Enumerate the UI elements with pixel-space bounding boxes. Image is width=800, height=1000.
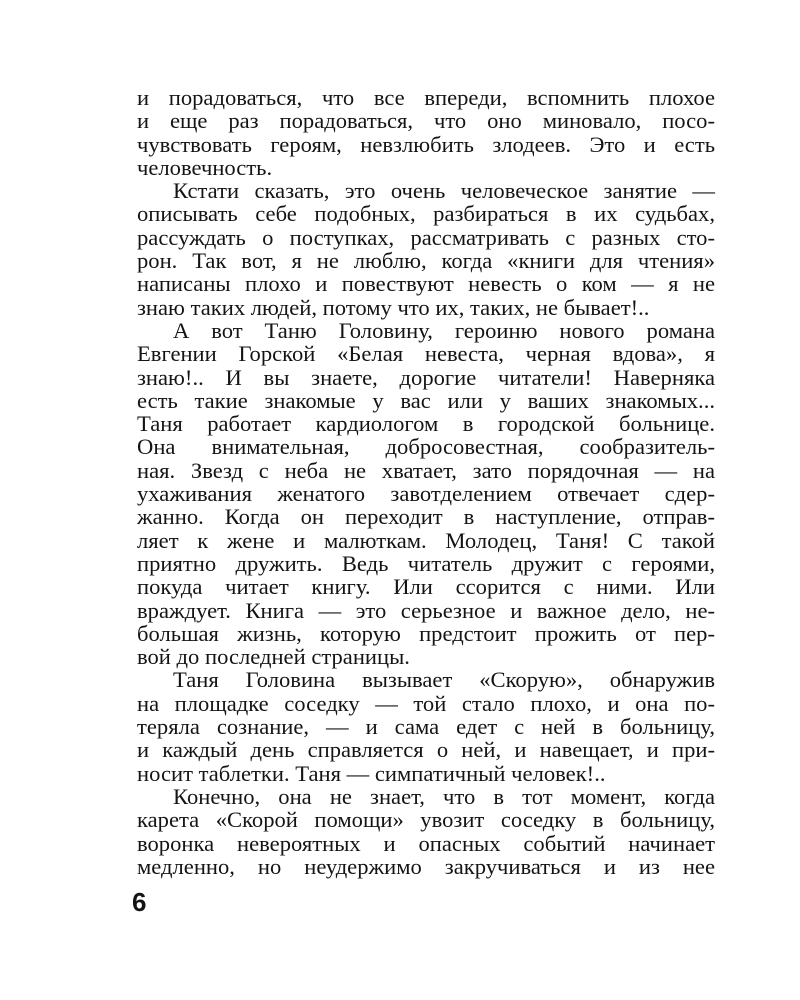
text-line: медленно, но неудержимо закручиваться и из нее	[137, 853, 715, 879]
text-line: носит таблетки. Таня — симпатичный человек!..	[137, 760, 606, 786]
text-line: Кстати сказать, это очень человеческое занятие —	[173, 178, 715, 204]
text-line: Таня Головина вызывает «Скорую», обнаружив	[173, 667, 715, 693]
text-line: Конечно, она не знает, что в тот момент, когда	[173, 783, 715, 809]
text-line: рон. Так вот, я не люблю, когда «книги для чтения»	[137, 248, 715, 274]
text-line: жанно. Когда он переходит в наступление, отправ-	[137, 504, 715, 530]
text-line: ная. Звезд с неба не хватает, зато порядочная — на	[137, 457, 715, 483]
text-line: описывать себе подобных, разбираться в их судьбах,	[137, 201, 715, 227]
text-line: человечность.	[137, 154, 273, 180]
page-body-text	[137, 86, 715, 878]
text-line: написаны плохо и повествуют невесть о ком — я не	[137, 271, 715, 297]
text-line: Таня работает кардиологом в городской больнице.	[137, 411, 715, 437]
text-line: и каждый день справляется о ней, и навещает, и при-	[137, 737, 715, 763]
text-line: есть такие знакомые у вас или у ваших знакомых...	[137, 387, 715, 413]
text-line: ляет к жене и малюткам. Молодец, Таня! С такой	[137, 527, 715, 553]
text-line: большая жизнь, которую предстоит прожить от пер-	[137, 620, 715, 646]
text-line: карета «Скорой помощи» увозит соседку в больницу,	[137, 807, 715, 833]
text-line: вой до последней страницы.	[137, 644, 410, 670]
text-line: чувствовать героям, невзлюбить злодеев. Это и есть	[137, 131, 715, 157]
text-line: и еще раз порадоваться, что оно миновало, посо-	[137, 108, 715, 134]
text-line: теряла сознание, — и сама едет с ней в больницу,	[137, 714, 715, 740]
page-number: 6	[132, 887, 147, 917]
text-line: А вот Таню Головину, героиню нового романа	[173, 317, 715, 343]
text-line: приятно дружить. Ведь читатель дружит с героями,	[137, 550, 715, 576]
text-line: Евгении Горской «Белая невеста, черная вдова», я	[137, 341, 715, 367]
text-line: на площадке соседку — той стало плохо, и она по-	[137, 690, 715, 716]
text-line: знаю таких людей, потому что их, таких, не бывает!..	[137, 294, 650, 320]
text-line: знаю!.. И вы знаете, дорогие читатели! Наверняка	[137, 364, 715, 390]
text-line: враждует. Книга — это серьезное и важное дело, не-	[137, 597, 715, 623]
text-line: и порадоваться, что все впереди, вспомнить плохое	[137, 85, 715, 110]
text-line: воронка невероятных и опасных событий начинает	[137, 830, 715, 856]
text-line: покуда читает книгу. Или ссорится с ними. Или	[137, 574, 715, 600]
text-line: ухаживания женатого завотделением отвечает сдер-	[137, 481, 715, 507]
text-line: рассуждать о поступках, рассматривать с разных сто-	[137, 224, 715, 250]
text-line: Она внимательная, добросовестная, сообразитель-	[137, 434, 715, 460]
